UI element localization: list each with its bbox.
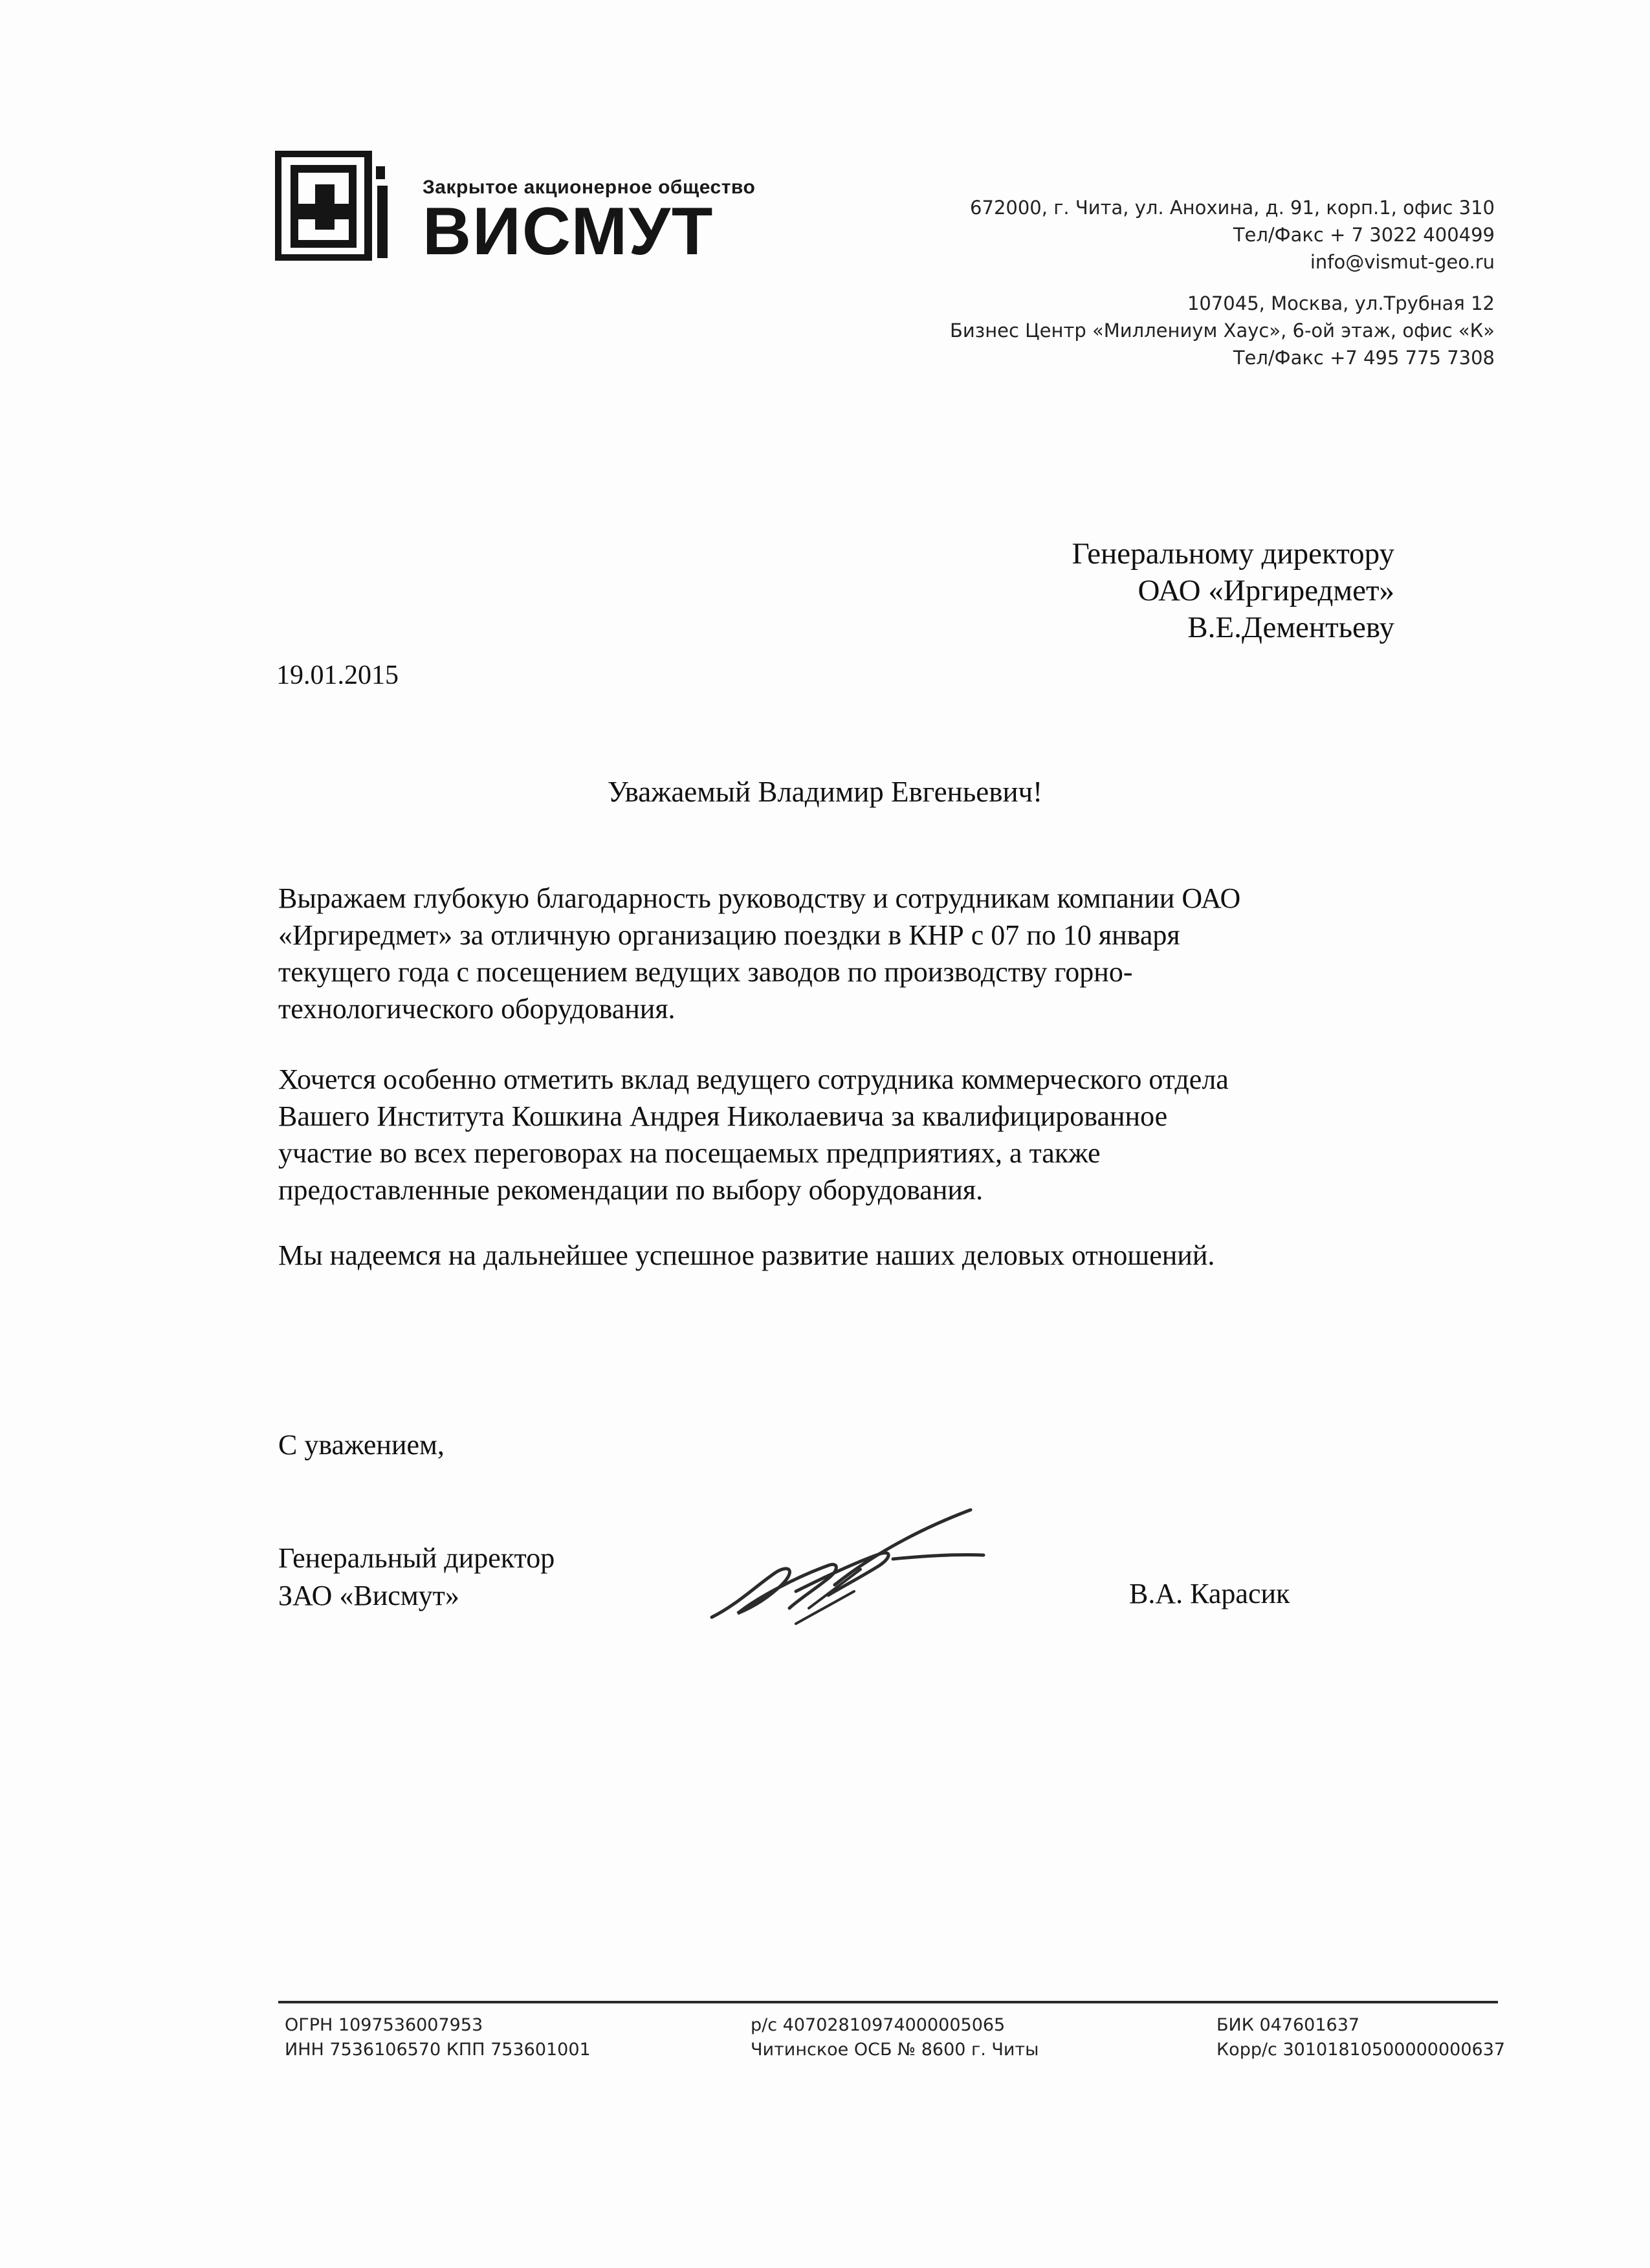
signatory-title: Генеральный директор [278,1542,555,1574]
footer-bank-codes [1216,2013,1505,2062]
body-line: Хочется особенно отметить вклад ведущего сотрудника коммерческого отдела [278,1063,1229,1095]
vismut-logo-mark [275,151,391,261]
letter-date: 19.01.2015 [276,660,399,690]
signatory-position [278,1540,555,1615]
body-line: участие во всех переговорах на посещаемых предприятиях, а также [278,1137,1101,1169]
body-paragraph-3 [278,1237,1430,1274]
address-chita-email: info@vismut-geo.ru [1310,251,1495,273]
address-moscow-building: Бизнес Центр «Миллениум Хаус», 6-ой этаж, офис «К» [950,320,1495,342]
footer-corr-account: Корр/с 30101810500000000637 [1216,2040,1506,2060]
signatory-company: ЗАО «Висмут» [278,1580,459,1611]
body-paragraph-1 [278,880,1430,1027]
body-line: Вашего Института Кошкина Андрея Николаевича за квалифицированное [278,1100,1168,1132]
recipient-position: Генеральному директору [1072,537,1394,571]
signatory-name: В.А. Карасик [1129,1578,1290,1609]
body-line: Мы надеемся на дальнейшее успешное развитие наших деловых отношений. [278,1239,1215,1271]
body-paragraph-2 [278,1061,1430,1208]
footer-account-number: р/с 40702810974000005065 [751,2015,1006,2035]
body-line: технологического оборудования. [278,993,676,1025]
body-line: Выражаем глубокую благодарность руководству и сотрудникам компании ОАО [278,882,1241,914]
footer-bank-name: Читинское ОСБ № 8600 г. Читы [751,2040,1039,2060]
footer-ogrn: ОГРН 1097536007953 [285,2015,483,2035]
body-line: текущего года с посещением ведущих заводов по производству горно- [278,956,1133,988]
footer-bik: БИК 047601637 [1216,2015,1360,2035]
company-name: ВИСМУТ [423,194,714,269]
address-moscow-line: 107045, Москва, ул.Трубная 12 [1187,292,1495,314]
body-line: «Иргиредмет» за отличную организацию поездки в КНР с 07 по 10 января [278,919,1180,951]
salutation: Уважаемый Владимир Евгеньевич! [607,776,1043,808]
closing: С уважением, [278,1429,445,1461]
footer-divider [278,2001,1498,2003]
footer-registration [285,2013,591,2062]
address-chita-line: 672000, г. Чита, ул. Анохина, д. 91, корп.1, офис 310 [970,197,1495,219]
address-moscow [950,290,1495,371]
body-line: предоставленные рекомендации по выбору оборудования. [278,1174,984,1206]
company-logo [275,151,831,269]
recipient-name: В.Е.Дементьеву [1187,611,1394,644]
recipient-block [1072,536,1394,646]
footer-inn-kpp: ИНН 7536106570 КПП 753601001 [285,2040,591,2060]
company-type: Закрытое акционерное общество [423,177,756,198]
address-chita [970,194,1495,276]
footer-bank-account [751,2013,1039,2062]
handwritten-signature [699,1494,996,1637]
address-moscow-phone: Тел/Факс +7 495 775 7308 [1233,347,1495,369]
recipient-organization: ОАО «Иргиредмет» [1138,574,1394,607]
address-chita-phone: Тел/Факс + 7 3022 400499 [1233,224,1495,246]
